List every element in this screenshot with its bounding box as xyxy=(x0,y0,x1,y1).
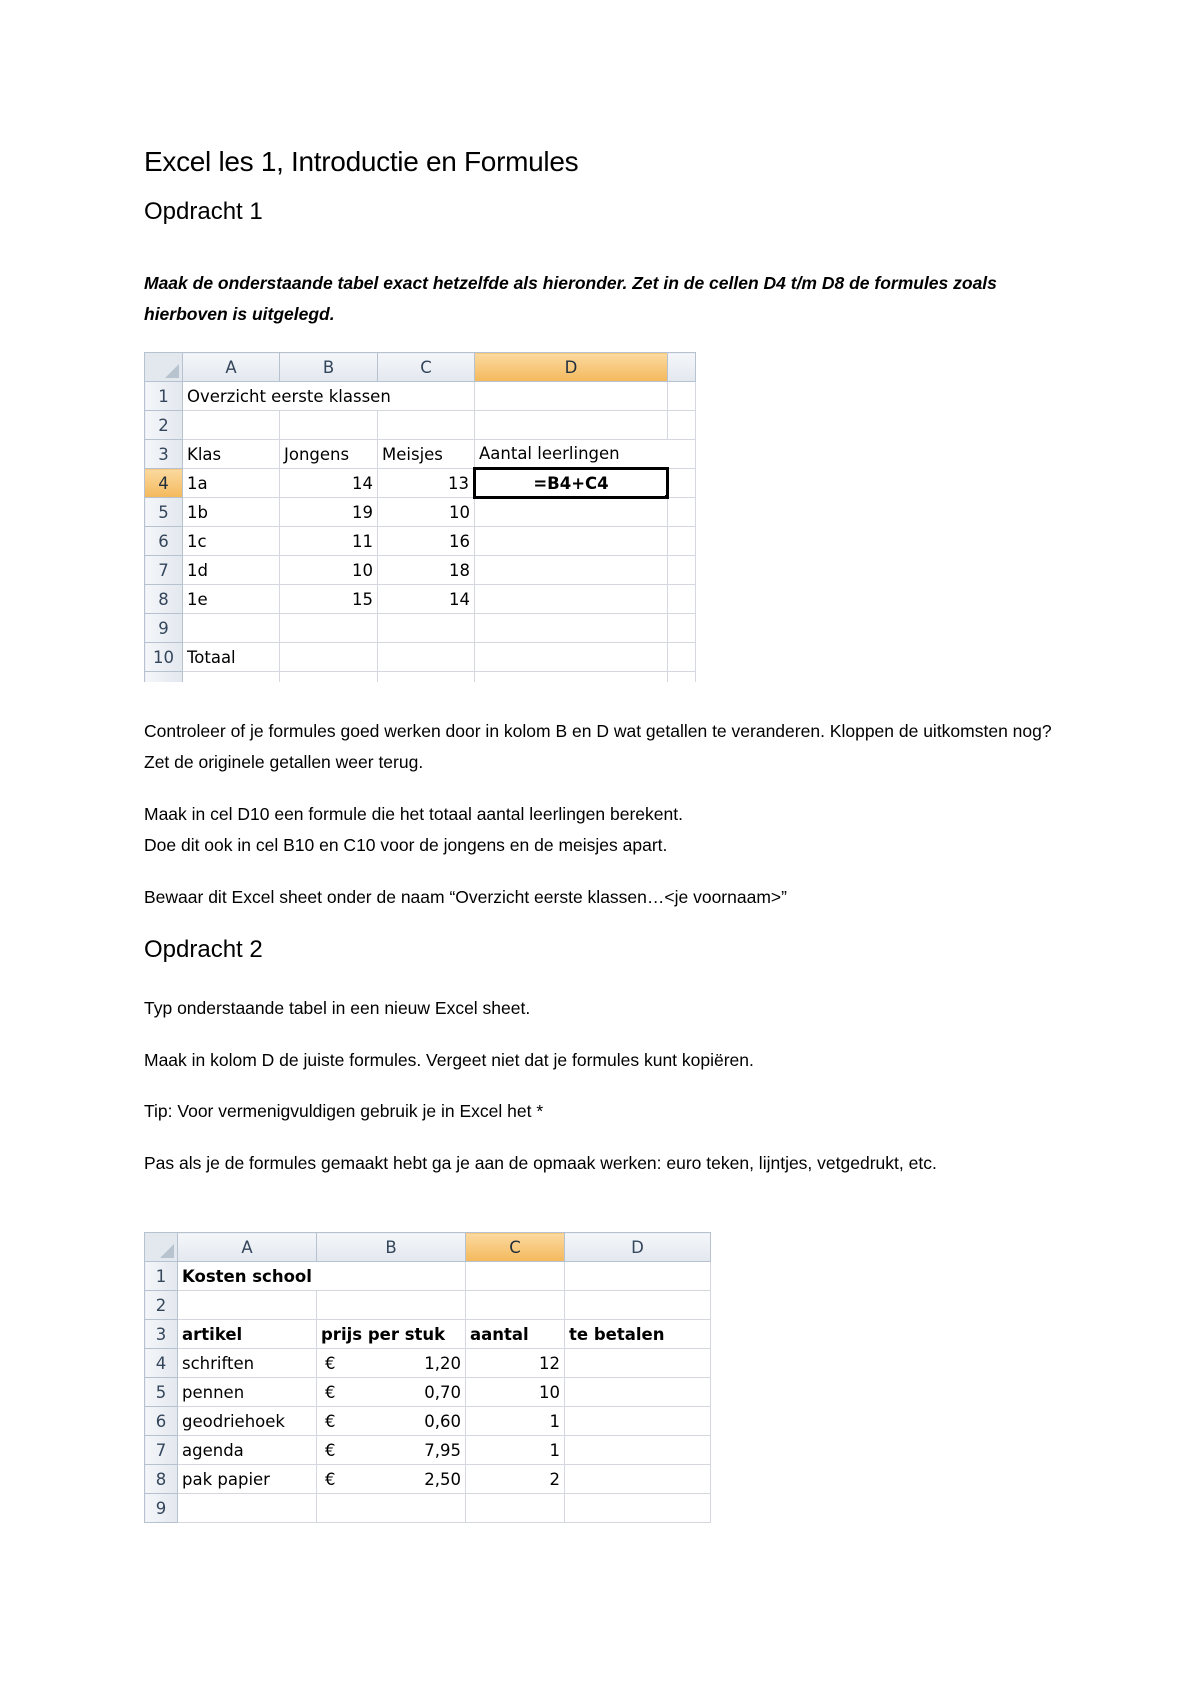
row-header[interactable]: 6 xyxy=(145,527,183,556)
sheet-row xyxy=(145,1320,711,1349)
cell-a8[interactable]: 1e xyxy=(183,585,280,614)
sheet-row xyxy=(145,1465,711,1494)
cell[interactable] xyxy=(183,411,280,440)
opdracht2-heading: Opdracht 2 xyxy=(144,936,263,963)
cell-a10[interactable]: Totaal xyxy=(183,643,280,672)
cell[interactable] xyxy=(668,498,696,527)
cell[interactable] xyxy=(565,1291,711,1320)
cell[interactable] xyxy=(466,1291,565,1320)
cell[interactable] xyxy=(668,469,696,498)
row-header[interactable]: 8 xyxy=(145,1465,178,1494)
cell-a3[interactable]: artikel xyxy=(178,1320,317,1349)
cell[interactable] xyxy=(668,556,696,585)
column-header-b[interactable]: B xyxy=(280,353,378,382)
cell-e1[interactable] xyxy=(668,382,696,411)
cell-d6[interactable] xyxy=(475,527,668,556)
sheet-row xyxy=(145,440,696,469)
cell[interactable] xyxy=(668,614,696,643)
prijs-value: 0,60 xyxy=(424,1411,461,1431)
cell-b6[interactable]: 11 xyxy=(280,527,378,556)
euro-sign: € xyxy=(325,1469,336,1489)
cell-te-betalen[interactable] xyxy=(565,1349,711,1378)
cell-c7[interactable]: 18 xyxy=(378,556,475,585)
cell-aantal[interactable]: 12 xyxy=(466,1349,565,1378)
cell[interactable] xyxy=(466,1494,565,1523)
sheet-row xyxy=(145,1407,711,1436)
opdracht1-heading: Opdracht 1 xyxy=(144,198,263,225)
cell-prijs[interactable] xyxy=(317,1436,466,1465)
row-header[interactable]: 3 xyxy=(145,440,183,469)
column-header-c[interactable]: C xyxy=(378,353,475,382)
cell-a5[interactable]: 1b xyxy=(183,498,280,527)
cell-artikel[interactable]: pennen xyxy=(178,1378,317,1407)
euro-sign: € xyxy=(325,1382,336,1402)
opdracht2-para2: Maak in kolom D de juiste formules. Vergeet niet dat je formules kunt kopiëren. xyxy=(144,1050,754,1070)
cell xyxy=(668,672,696,682)
cell[interactable] xyxy=(178,1494,317,1523)
row-header-cut xyxy=(145,672,183,682)
opdracht1-para3: Bewaar dit Excel sheet onder de naam “Overzicht eerste klassen…<je voornaam>” xyxy=(144,887,787,907)
cell-d10[interactable] xyxy=(475,643,668,672)
document-title: Excel les 1, Introductie en Formules xyxy=(144,146,579,177)
column-header-a[interactable]: A xyxy=(183,353,280,382)
cell-b3[interactable]: prijs per stuk xyxy=(317,1320,466,1349)
cell[interactable] xyxy=(378,614,475,643)
cell-te-betalen[interactable] xyxy=(565,1378,711,1407)
sheet-kosten-school xyxy=(144,1232,711,1523)
select-all-corner[interactable] xyxy=(145,1233,178,1262)
row-header[interactable]: 2 xyxy=(145,1291,178,1320)
cell xyxy=(378,672,475,682)
cell[interactable] xyxy=(178,1291,317,1320)
cell-d3[interactable]: Aantal leerlingen xyxy=(475,440,696,469)
sheet-row xyxy=(145,527,696,556)
cell-c8[interactable]: 14 xyxy=(378,585,475,614)
opdracht2-para3: Tip: Voor vermenigvuldigen gebruik je in Excel het * xyxy=(144,1101,544,1121)
opdracht1-para2-line1: Maak in cel D10 een formule die het totaal aantal leerlingen berekent. xyxy=(144,804,683,824)
cell[interactable] xyxy=(668,643,696,672)
column-header-row xyxy=(145,353,696,382)
column-header-d[interactable]: D xyxy=(565,1233,711,1262)
cell-d1[interactable] xyxy=(475,382,668,411)
cell-d3[interactable]: te betalen xyxy=(565,1320,711,1349)
sheet-row xyxy=(145,1494,711,1523)
cell[interactable] xyxy=(378,411,475,440)
row-header[interactable]: 7 xyxy=(145,1436,178,1465)
cell-b7[interactable]: 10 xyxy=(280,556,378,585)
cell-a1[interactable]: Overzicht eerste klassen xyxy=(183,382,475,411)
row-header[interactable]: 8 xyxy=(145,585,183,614)
column-header-d[interactable]: D xyxy=(475,353,668,382)
cell-c1[interactable] xyxy=(466,1262,565,1291)
cell xyxy=(183,672,280,682)
cell-aantal[interactable]: 10 xyxy=(466,1378,565,1407)
sheet-row xyxy=(145,382,696,411)
prijs-value: 2,50 xyxy=(424,1469,461,1489)
cell[interactable] xyxy=(317,1291,466,1320)
cell-b3[interactable]: Jongens xyxy=(280,440,378,469)
sheet-row xyxy=(145,1262,711,1291)
sheet-overzicht-eerste-klassen xyxy=(144,352,696,682)
cell-d1[interactable] xyxy=(565,1262,711,1291)
cell-a4[interactable]: 1a xyxy=(183,469,280,498)
cell-d8[interactable] xyxy=(475,585,668,614)
prijs-value: 7,95 xyxy=(424,1440,461,1460)
sheet-row xyxy=(145,585,696,614)
cell[interactable] xyxy=(317,1494,466,1523)
cell-c5[interactable]: 10 xyxy=(378,498,475,527)
cell-a6[interactable]: 1c xyxy=(183,527,280,556)
cell-c3[interactable]: Meisjes xyxy=(378,440,475,469)
cell[interactable] xyxy=(475,411,668,440)
euro-sign: € xyxy=(325,1353,336,1373)
cell-b5[interactable]: 19 xyxy=(280,498,378,527)
row-header[interactable]: 4 xyxy=(145,469,183,498)
cell[interactable] xyxy=(668,411,696,440)
cell[interactable] xyxy=(565,1494,711,1523)
sheet-row xyxy=(145,1436,711,1465)
column-header-row xyxy=(145,1233,711,1262)
cell-b4[interactable]: 14 xyxy=(280,469,378,498)
opdracht1-para2-line2: Doe dit ook in cel B10 en C10 voor de jongens en de meisjes apart. xyxy=(144,835,668,855)
cell-prijs[interactable] xyxy=(317,1407,466,1436)
cell[interactable] xyxy=(668,527,696,556)
cell-aantal[interactable]: 1 xyxy=(466,1407,565,1436)
row-header[interactable]: 3 xyxy=(145,1320,178,1349)
cell-artikel[interactable]: pak papier xyxy=(178,1465,317,1494)
row-header[interactable]: 4 xyxy=(145,1349,178,1378)
column-header-a[interactable]: A xyxy=(178,1233,317,1262)
cell-te-betalen[interactable] xyxy=(565,1407,711,1436)
cell-b10[interactable] xyxy=(280,643,378,672)
row-header[interactable]: 9 xyxy=(145,1494,178,1523)
cell-d5[interactable] xyxy=(475,498,668,527)
row-header[interactable]: 6 xyxy=(145,1407,178,1436)
cell-c4[interactable]: 13 xyxy=(378,469,475,498)
cell-c6[interactable]: 16 xyxy=(378,527,475,556)
sheet-row xyxy=(145,1378,711,1407)
active-cell-d4[interactable]: =B4+C4 xyxy=(475,469,668,498)
cell-te-betalen[interactable] xyxy=(565,1465,711,1494)
cell[interactable] xyxy=(280,411,378,440)
opdracht1-intro: Maak de onderstaande tabel exact hetzelfde als hieronder. Zet in de cellen D4 t/m D8 de formules zoals hierboven is uitgelegd. xyxy=(144,273,997,324)
prijs-value: 0,70 xyxy=(424,1382,461,1402)
row-header[interactable]: 5 xyxy=(145,498,183,527)
cell-a1[interactable]: Kosten school xyxy=(178,1262,466,1291)
sheet-row xyxy=(145,469,696,498)
opdracht2-para1: Typ onderstaande tabel in een nieuw Excel sheet. xyxy=(144,998,531,1018)
row-header[interactable]: 5 xyxy=(145,1378,178,1407)
cell xyxy=(280,672,378,682)
row-header[interactable]: 2 xyxy=(145,411,183,440)
euro-sign: € xyxy=(325,1440,336,1460)
cell-prijs[interactable] xyxy=(317,1349,466,1378)
opdracht2-para4: Pas als je de formules gemaakt hebt ga je aan de opmaak werken: euro teken, lijntjes, vetgedrukt, etc. xyxy=(144,1153,937,1173)
cell-te-betalen[interactable] xyxy=(565,1436,711,1465)
cell-artikel[interactable]: geodriehoek xyxy=(178,1407,317,1436)
sheet-row xyxy=(145,1349,711,1378)
cell xyxy=(475,672,668,682)
sheet-row xyxy=(145,498,696,527)
opdracht1-para1: Controleer of je formules goed werken door in kolom B en D wat getallen te veranderen. Kloppen de uitkomsten nog? Zet de originele getallen weer terug. xyxy=(144,721,1052,772)
cell-aantal[interactable]: 1 xyxy=(466,1436,565,1465)
column-header-c[interactable]: C xyxy=(466,1233,565,1262)
sheet-row xyxy=(145,411,696,440)
cell-c10[interactable] xyxy=(378,643,475,672)
sheet-row xyxy=(145,643,696,672)
cell[interactable] xyxy=(668,585,696,614)
column-header-blank xyxy=(668,353,696,382)
cell-aantal[interactable]: 2 xyxy=(466,1465,565,1494)
prijs-value: 1,20 xyxy=(424,1353,461,1373)
row-header[interactable]: 1 xyxy=(145,1262,178,1291)
cell[interactable] xyxy=(280,614,378,643)
cell-c3[interactable]: aantal xyxy=(466,1320,565,1349)
cell-b8[interactable]: 15 xyxy=(280,585,378,614)
cell-artikel[interactable]: schriften xyxy=(178,1349,317,1378)
column-header-b[interactable]: B xyxy=(317,1233,466,1262)
select-all-corner[interactable] xyxy=(145,353,183,382)
row-header[interactable]: 1 xyxy=(145,382,183,411)
sheet-row xyxy=(145,556,696,585)
cell[interactable] xyxy=(475,614,668,643)
row-header[interactable]: 7 xyxy=(145,556,183,585)
cell-a7[interactable]: 1d xyxy=(183,556,280,585)
cell-d7[interactable] xyxy=(475,556,668,585)
sheet-row xyxy=(145,614,696,643)
sheet-row-cut xyxy=(145,672,696,682)
row-header[interactable]: 9 xyxy=(145,614,183,643)
row-header[interactable]: 10 xyxy=(145,643,183,672)
euro-sign: € xyxy=(325,1411,336,1431)
cell-a3[interactable]: Klas xyxy=(183,440,280,469)
cell-artikel[interactable]: agenda xyxy=(178,1436,317,1465)
cell-prijs[interactable] xyxy=(317,1465,466,1494)
sheet-row xyxy=(145,1291,711,1320)
cell[interactable] xyxy=(183,614,280,643)
cell-prijs[interactable] xyxy=(317,1378,466,1407)
